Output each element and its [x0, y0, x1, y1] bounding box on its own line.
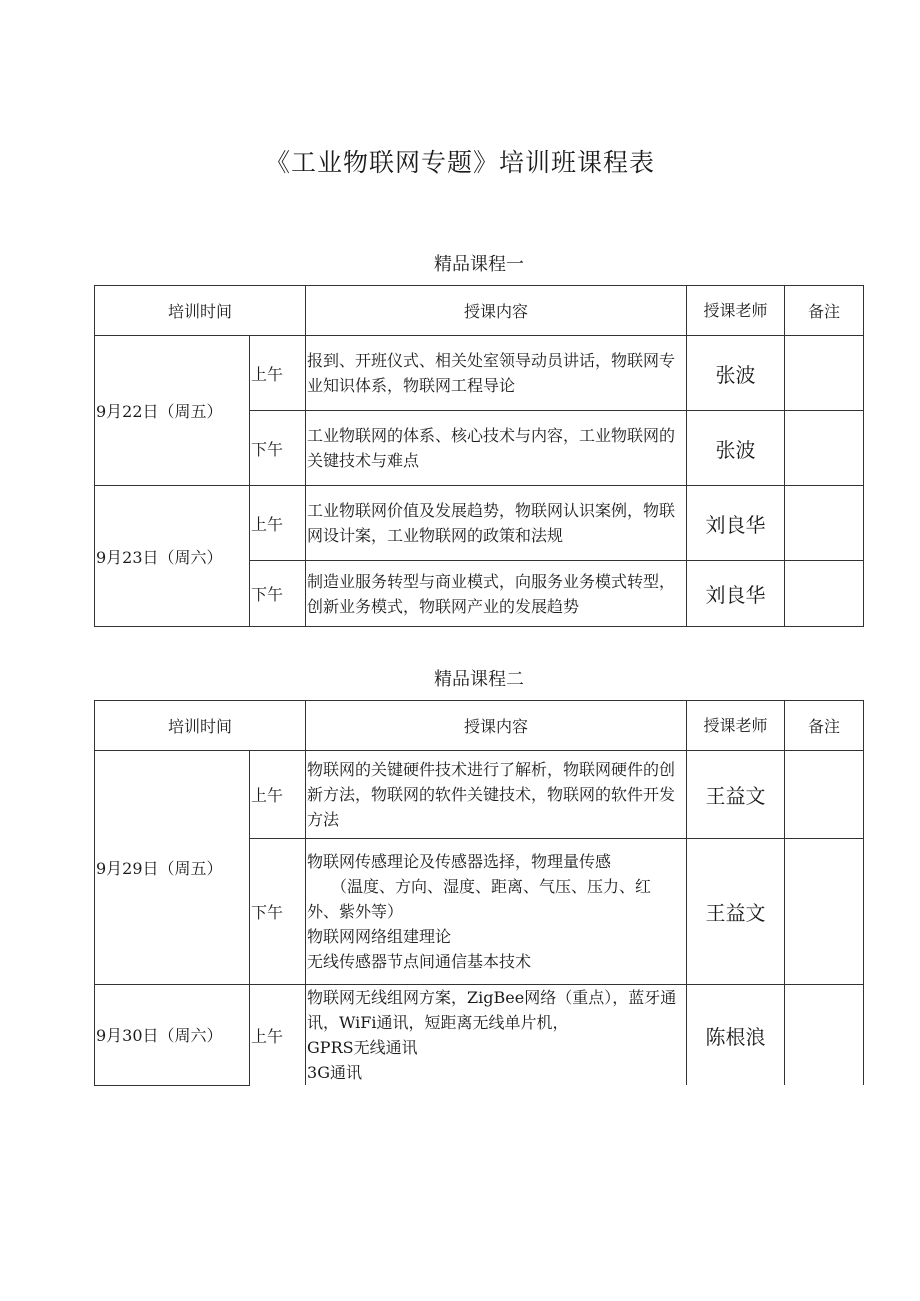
note-cell [785, 411, 864, 486]
content-line: 物联网网络组建理论 [307, 927, 452, 946]
period-cell: 上午 [250, 486, 306, 561]
date-cell: 9月30日（周六） [95, 985, 250, 1086]
teacher-cell: 张波 [687, 336, 785, 411]
note-cell [785, 336, 864, 411]
content-line: （温度、方向、湿度、距离、气压、压力、红 [331, 877, 652, 896]
content-line: 物联网的关键硬件技术进行了解析，物联网硬件的创新方法，物联网的软件关键技术，物联网的软件开发方法 [307, 760, 676, 829]
document-title: 《工业物联网专题》培训班课程表 [264, 148, 655, 177]
content-line: 外、紫外等） [307, 902, 404, 921]
header-time: 培训时间 [95, 286, 306, 336]
period-cell: 上午 [250, 985, 306, 1086]
header-teacher: 授课老师 [687, 701, 785, 751]
schedule-table-course-2 [94, 700, 864, 1086]
note-cell [785, 839, 864, 985]
date-cell: 9月22日（周五） [95, 336, 250, 486]
header-note: 备注 [785, 701, 864, 751]
content-line: GPRS无线通讯 [307, 1038, 418, 1057]
header-note: 备注 [785, 286, 864, 336]
teacher-cell: 王益文 [687, 751, 785, 839]
period-cell: 上午 [250, 751, 306, 839]
section-title-course-2: 精品课程二 [434, 669, 524, 690]
content-cell: 工业物联网的体系、核心技术与内容，工业物联网的关键技术与难点 [306, 411, 687, 486]
table-header-row [95, 286, 864, 336]
content-cell [306, 839, 687, 985]
note-cell [785, 561, 864, 627]
note-cell [785, 751, 864, 839]
content-line: 物联网无线组网方案，ZigBee网络（重点），蓝牙通讯，WiFi通讯，短距离无线单片机， [307, 988, 677, 1032]
table-row [95, 336, 864, 411]
teacher-cell: 张波 [687, 411, 785, 486]
schedule-table-course-1 [94, 285, 864, 627]
content-cell [306, 985, 687, 1086]
section-title-course-1: 精品课程一 [434, 254, 524, 275]
teacher-cell: 刘良华 [687, 561, 785, 627]
date-cell: 9月29日（周五） [95, 751, 250, 985]
table-row [95, 985, 864, 1086]
teacher-cell: 陈根浪 [687, 985, 785, 1086]
content-cell: 工业物联网价值及发展趋势，物联网认识案例，物联网设计案，工业物联网的政策和法规 [306, 486, 687, 561]
period-cell: 下午 [250, 411, 306, 486]
note-cell [785, 985, 864, 1086]
table-row [95, 486, 864, 561]
period-cell: 上午 [250, 336, 306, 411]
table-row [95, 751, 864, 839]
content-line: 3G通讯 [307, 1063, 362, 1082]
header-content: 授课内容 [306, 286, 687, 336]
period-cell: 下午 [250, 561, 306, 627]
period-cell: 下午 [250, 839, 306, 985]
header-time: 培训时间 [95, 701, 306, 751]
teacher-cell: 王益文 [687, 839, 785, 985]
content-cell: 制造业服务转型与商业模式，向服务业务模式转型，创新业务模式，物联网产业的发展趋势 [306, 561, 687, 627]
content-cell [306, 751, 687, 839]
date-cell: 9月23日（周六） [95, 486, 250, 627]
table-header-row [95, 701, 864, 751]
content-line: 无线传感器节点间通信基本技术 [307, 952, 532, 971]
header-content: 授课内容 [306, 701, 687, 751]
header-teacher: 授课老师 [687, 286, 785, 336]
note-cell [785, 486, 864, 561]
content-cell: 报到、开班仪式、相关处室领导动员讲话，物联网专业知识体系，物联网工程导论 [306, 336, 687, 411]
teacher-cell: 刘良华 [687, 486, 785, 561]
content-line: 物联网传感理论及传感器选择，物理量传感 [307, 852, 612, 871]
